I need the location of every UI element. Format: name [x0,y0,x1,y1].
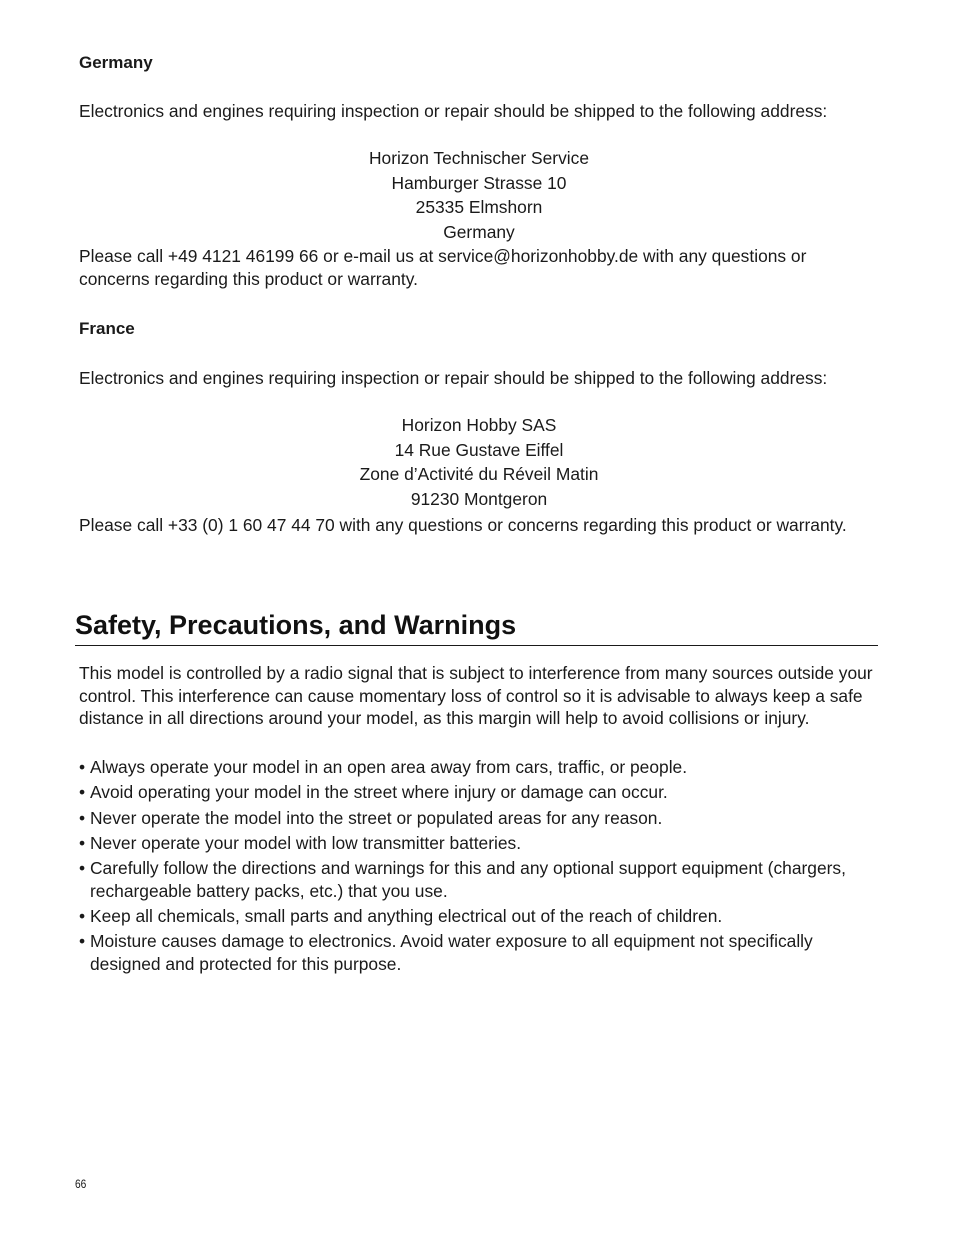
list-item [79,832,879,855]
list-item [79,781,879,804]
bullet-text: Never operate your model with low transmitter batteries. [90,832,522,853]
bullet-text: Never operate the model into the street or populated areas for any reason. [90,807,663,828]
bullet-mark: • [79,757,86,777]
safety-title: Safety, Precautions, and Warnings [75,607,878,646]
safety-intro: This model is controlled by a radio signal that is subject to interference from many sources outside your control. This interference can cause momentary loss of control so it is advisable to always keep a safe distance in all directions around your model, as this margin will help to avoid collisions or injury. [79,663,873,728]
germany-contact: Please call +49 4121 46199 66 or e-mail us at service@horizonhobby.de with any questions or concerns regarding this product or warranty. [79,246,807,289]
bullet-text: Always operate your model in an open area away from cars, traffic, or people. [90,757,688,777]
bullet-mark: • [79,807,86,828]
bullet-mark: • [79,858,86,879]
safety-bullet-list [79,756,879,978]
address-line: Zone d’Activité du Réveil Matin [359,464,599,485]
france-heading: France [79,319,135,338]
list-item [79,756,879,779]
address-line: Horizon Hobby SAS [401,415,557,435]
address-line: Hamburger Strasse 10 [391,172,567,193]
germany-intro: Electronics and engines requiring inspection or repair should be shipped to the following address: [79,101,828,121]
bullet-text: Keep all chemicals, small parts and anything electrical out of the reach of children. [90,905,723,926]
list-item [79,905,879,928]
bullet-mark: • [79,931,86,952]
germany-address [79,146,879,245]
address-line: Germany [443,222,515,243]
address-line: Horizon Technischer Service [368,148,590,168]
france-contact: Please call +33 (0) 1 60 47 44 70 with any questions or concerns regarding this product or warranty. [79,515,847,535]
list-item [79,930,879,975]
bullet-mark: • [79,905,86,926]
bullet-text: Moisture causes damage to electronics. Avoid water exposure to all equipment not specifically designed and protected for this purpose. [90,931,813,974]
address-line: 91230 Montgeron [410,489,548,510]
bullet-mark: • [79,782,86,803]
list-item [79,857,879,902]
germany-heading: Germany [79,53,153,72]
bullet-text: Carefully follow the directions and warnings for this and any optional support equipment (chargers, rechargeable battery packs, etc.) that you use. [90,858,846,901]
address-line: 25335 Elmshorn [415,197,543,218]
france-address [79,413,879,512]
list-item [79,807,879,830]
france-intro: Electronics and engines requiring inspection or repair should be shipped to the following address: [79,368,828,388]
page-number: 66 [75,1177,87,1191]
address-line: 14 Rue Gustave Eiffel [394,439,564,460]
bullet-mark: • [79,832,86,853]
bullet-text: Avoid operating your model in the street where injury or damage can occur. [90,782,668,803]
